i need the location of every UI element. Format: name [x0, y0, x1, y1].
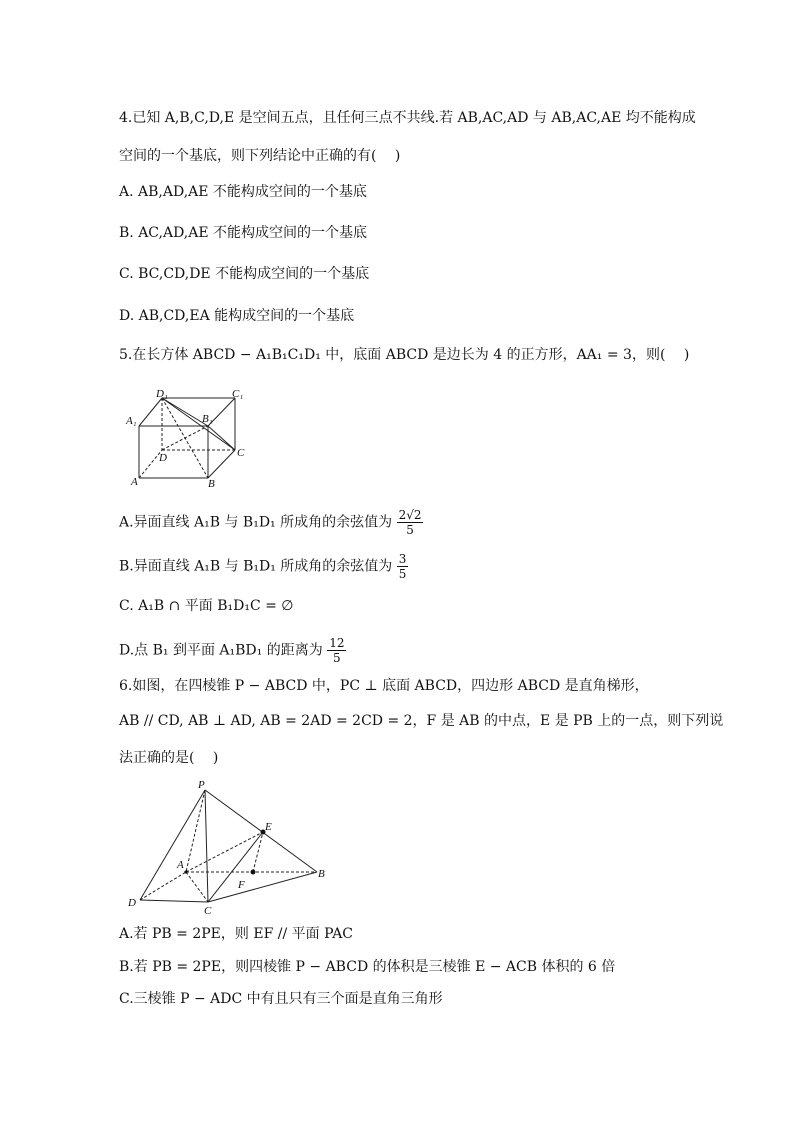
q6-option-c: C.三棱锥 P − ADC 中有且只有三个面是直角三角形	[119, 991, 443, 1007]
label-a: A	[177, 859, 184, 871]
q5-stem: 5.在长方体 ABCD − A₁B₁C₁D₁ 中，底面 ABCD 是边长为 4 的正方形，AA₁ = 3，则( )	[119, 347, 690, 363]
q5-option-a-numerator: 2√2	[398, 508, 422, 522]
q4-option-a: A. AB,AD,AE 不能构成空间的一个基底	[119, 184, 367, 200]
label-c1: C₁	[232, 388, 244, 400]
label-b: B	[318, 868, 325, 880]
q5-option-a-fraction	[397, 508, 424, 537]
q5-option-d	[119, 636, 346, 665]
q6-stem-line1: 6.如图，在四棱锥 P − ABCD 中，PC ⊥ 底面 ABCD，四边形 ABCD 是直角梯形，	[119, 678, 649, 694]
q6-pyramid-figure	[122, 776, 338, 916]
q5-option-d-fraction	[327, 636, 346, 665]
q5-option-b	[119, 552, 408, 581]
q5-option-d-numerator: 12	[329, 636, 345, 650]
label-d: D	[128, 897, 136, 909]
label-e: E	[265, 821, 272, 833]
q4-stem-line2: 空间的一个基底，则下列结论中正确的有( )	[119, 148, 401, 164]
q5-option-d-text: D.点 B₁ 到平面 A₁BD₁ 的距离为	[119, 642, 323, 659]
q5-option-c: C. A₁B ∩ 平面 B₁D₁C = ∅	[119, 598, 294, 614]
q4-stem-line1: 4.已知 A,B,C,D,E 是空间五点，且任何三点不共线.若 AB,AC,AD 与 AB,AC,AE 均不能构成	[119, 110, 696, 126]
label-b: B	[208, 478, 215, 490]
q6-option-b: B.若 PB = 2PE，则四棱锥 P − ABCD 的体积是三棱锥 E − ACB 体积的 6 倍	[119, 959, 616, 975]
q6-stem-line3: 法正确的是( )	[119, 750, 219, 766]
q4-option-d: D. AB,CD,EA 能构成空间的一个基底	[119, 308, 355, 324]
label-p: P	[198, 779, 205, 791]
label-a: A	[131, 476, 138, 488]
q5-option-d-denominator: 5	[333, 651, 341, 665]
q6-option-a: A.若 PB = 2PE，则 EF // 平面 PAC	[119, 926, 354, 942]
q5-option-a-text: A.异面直线 A₁B 与 B₁D₁ 所成角的余弦值为	[119, 514, 393, 531]
label-a1: A₁	[126, 415, 137, 427]
q4-option-b: B. AC,AD,AE 不能构成空间的一个基底	[119, 225, 368, 241]
point-f-dot	[251, 870, 256, 875]
q5-option-b-text: B.异面直线 A₁B 与 B₁D₁ 所成角的余弦值为	[119, 558, 393, 575]
q5-cuboid-figure	[122, 388, 252, 490]
q5-option-a	[119, 508, 423, 537]
label-d: D	[159, 452, 167, 464]
label-f: F	[238, 879, 245, 891]
q5-option-b-numerator: 3	[398, 552, 407, 566]
q6-stem-line2: AB // CD, AB ⊥ AD, AB = 2AD = 2CD = 2，F 是 AB 的中点，E 是 PB 上的一点，则下列说	[119, 713, 724, 729]
q5-option-b-fraction	[397, 552, 409, 581]
label-b1: B₁	[202, 413, 213, 425]
label-d1: D₁	[156, 388, 168, 400]
q5-option-b-denominator: 5	[398, 567, 407, 581]
label-c: C	[204, 905, 212, 916]
q5-option-a-denominator: 5	[406, 523, 414, 537]
point-a-dot	[184, 870, 187, 873]
label-c: C	[237, 447, 245, 459]
q4-option-c: C. BC,CD,DE 不能构成空间的一个基底	[119, 266, 370, 282]
